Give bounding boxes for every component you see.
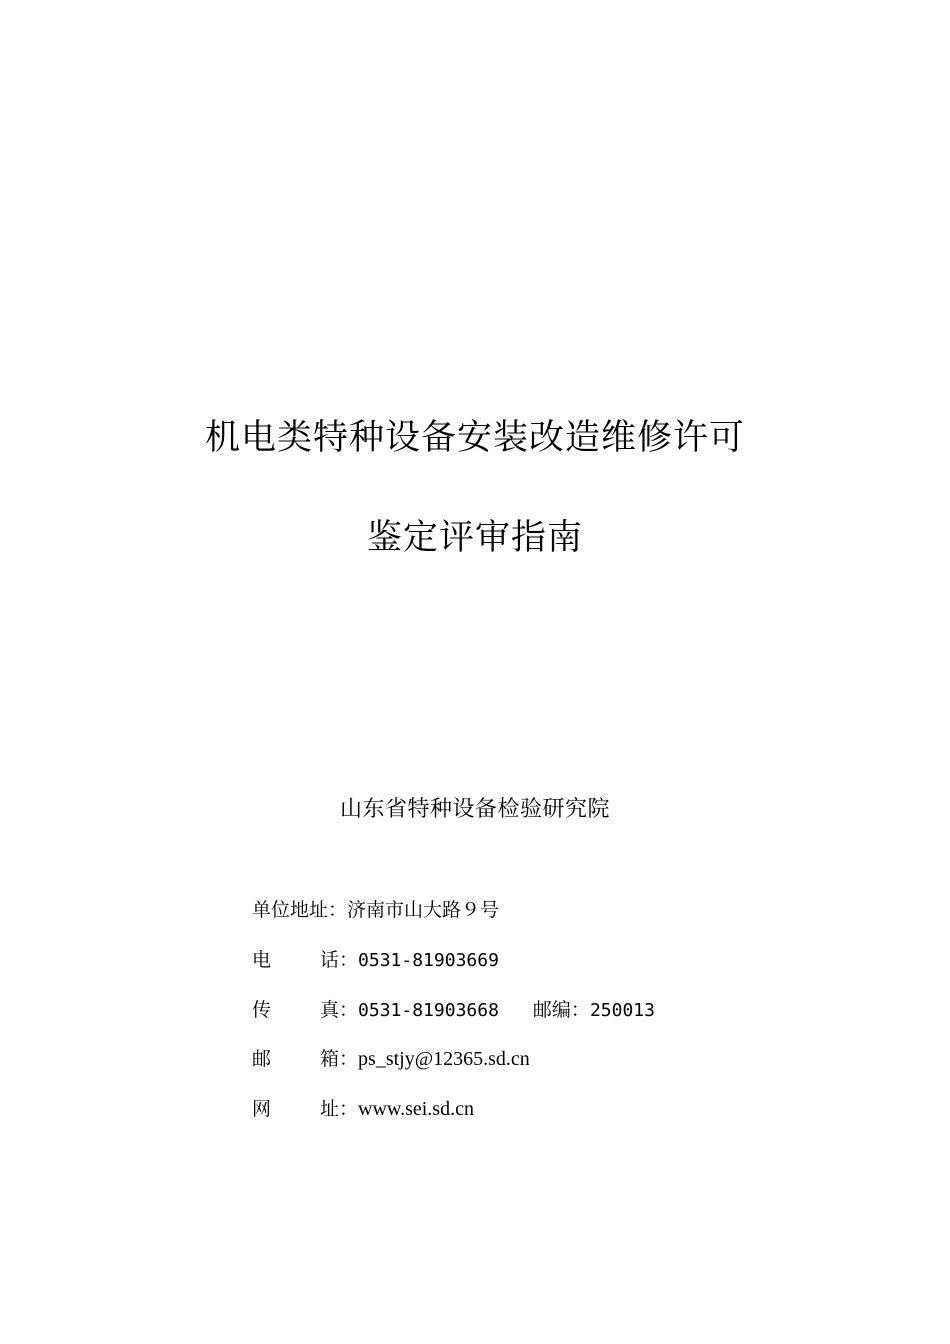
web-label-char-1: 网: [252, 1098, 272, 1120]
document-title-line-1: 机电类特种设备安装改造维修许可: [204, 418, 745, 458]
address-value: 济南市山大路９号: [347, 899, 500, 921]
fax-colon: ：: [339, 999, 359, 1021]
fax-value: 0531-81903668: [358, 1000, 499, 1021]
contact-website: [252, 1095, 474, 1123]
address-label: 单位地址: [252, 899, 329, 921]
zip-label: 邮编：: [532, 999, 590, 1021]
phone-colon: ：: [339, 949, 359, 971]
document-title-line-2: 鉴定评审指南: [366, 518, 583, 558]
organization-name: 山东省特种设备检验研究院: [339, 797, 610, 822]
phone-value: 0531-81903669: [358, 950, 499, 971]
web-value: www.sei.sd.cn: [358, 1098, 474, 1120]
email-label-char-1: 邮: [252, 1048, 272, 1070]
contact-address: [252, 896, 499, 924]
email-label-char-2: 箱: [320, 1048, 340, 1070]
contact-email: [252, 1045, 530, 1073]
contact-fax: [252, 996, 655, 1025]
email-value: ps_stjy@12365.sd.cn: [358, 1048, 530, 1070]
web-colon: ：: [339, 1098, 359, 1120]
phone-label-char-2: 话: [320, 949, 340, 971]
contact-phone: [252, 946, 499, 975]
fax-label-char-1: 传: [252, 999, 272, 1021]
zip-value: 250013: [589, 1000, 655, 1021]
web-label-char-2: 址: [320, 1098, 340, 1120]
fax-label-char-2: 真: [320, 999, 340, 1021]
phone-label-char-1: 电: [252, 949, 272, 971]
address-colon: ：: [328, 899, 348, 921]
email-colon: ：: [339, 1048, 359, 1070]
